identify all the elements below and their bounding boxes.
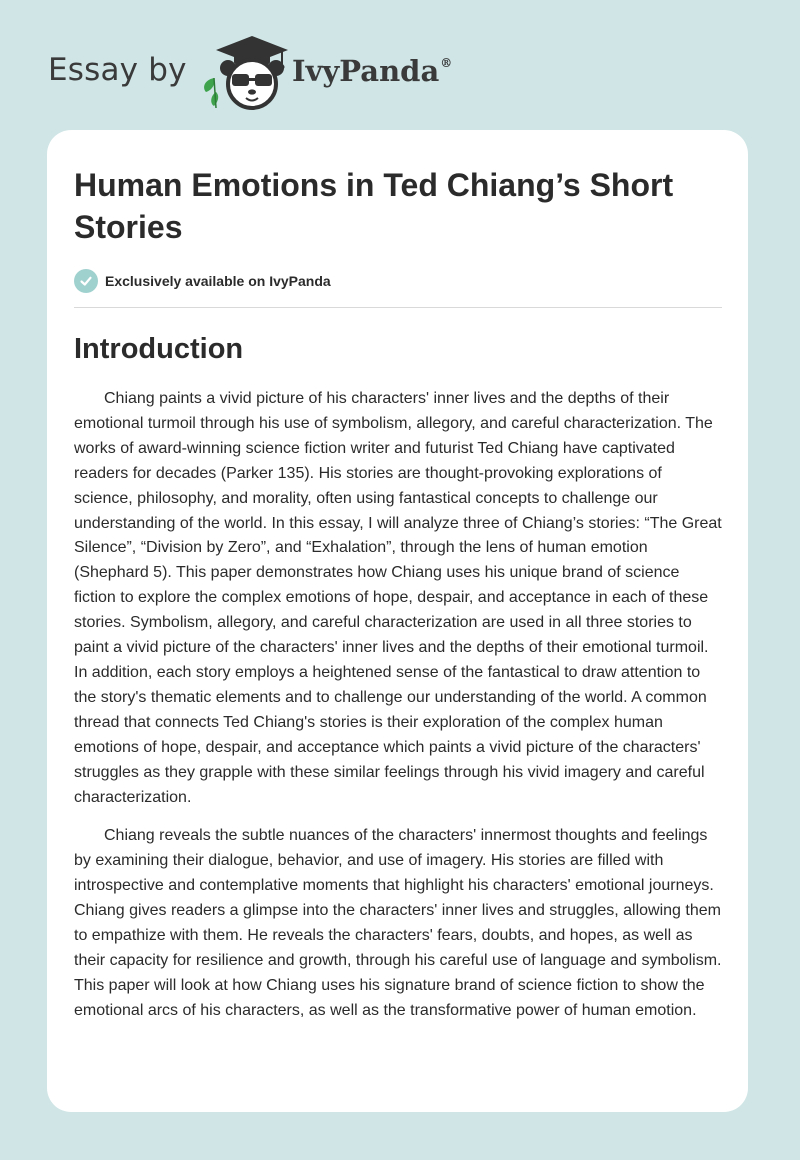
essay-card: [47, 130, 748, 1112]
checkmark-icon: [74, 269, 98, 293]
title-divider: [74, 307, 722, 308]
essay-content: [74, 164, 722, 1024]
brand-name[interactable]: [292, 54, 452, 88]
exclusive-badge: [74, 268, 722, 294]
essay-by-label: Essay by: [48, 52, 187, 88]
site-header: [48, 34, 528, 114]
paragraph: Chiang paints a vivid picture of his characters' inner lives and the depths of their emotional turmoil through his use of symbolism, allegory, and careful characterization. The works of award-winning science fiction writer and futurist Ted Chiang have captivated readers for decades (Parker 135). His stories are thought-provoking explorations of science, philosophy, and morality, often using fantastical concepts to challenge our understanding of the world. In this essay, I will analyze three of Chiang’s stories: “The Great Silence”, “Division by Zero”, and “Exhalation”, through the lens of human emotion (Shephard 5). This paper demonstrates how Chiang uses his unique brand of science fiction to explore the complex emotions of hope, despair, and acceptance in each of these stories. Symbolism, allegory, and careful characterization are used in all three stories to paint a vivid picture of the characters' inner lives and the depths of their emotional turmoil. In addition, each story employs a heightened sense of the fantastical to draw attention to the story's thematic elements and to challenge our understanding of the world. A common thread that connects Ted Chiang's stories is their exploration of the complex human emotions of hope, despair, and acceptance which paints a vivid picture of the characters' struggles as they grapple with these similar feelings through his vivid imagery and careful characterization.: [74, 390, 722, 806]
essay-title: Human Emotions in Ted Chiang’s Short Stories: [74, 167, 674, 245]
brand-name-text: IvyPanda: [292, 54, 440, 88]
registered-mark: ®: [440, 56, 453, 70]
exclusive-badge-label: Exclusively available on IvyPanda: [105, 273, 331, 289]
section-heading: Introduction: [74, 333, 244, 365]
paragraph: Chiang reveals the subtle nuances of the characters' innermost thoughts and feelings by examining their dialogue, behavior, and use of imagery. His stories are filled with introspective and contemplative moments that highlight his characters' emotional journeys. Chiang gives readers a glimpse into the characters' inner lives and struggles, allowing them to empathize with them. He reveals the characters' fears, doubts, and hopes, as well as their capacity for resilience and growth, through his careful use of language and symbolism. This paper will look at how Chiang uses his signature brand of science fiction to show the emotional arcs of his characters, as well as the transformative power of human emotion.: [74, 827, 722, 1019]
panda-graduate-logo-icon[interactable]: [202, 34, 292, 110]
